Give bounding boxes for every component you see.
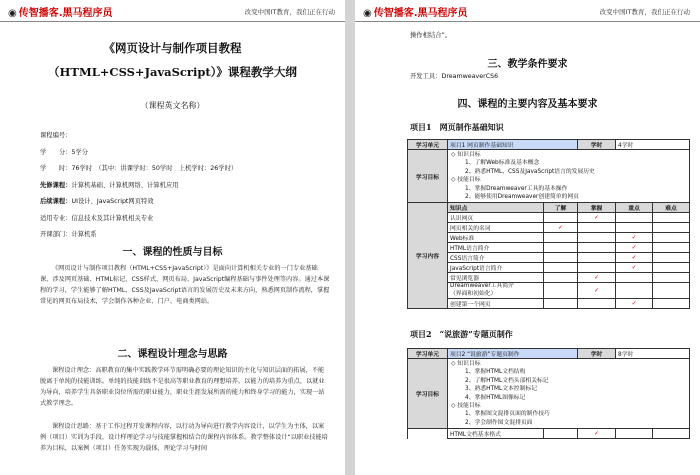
check-mark (544, 299, 578, 309)
knowledge-point: 网页相关的名词 (448, 223, 544, 233)
brand-logo (363, 4, 468, 19)
knowledge-point: HTML语言简介 (448, 243, 544, 253)
knowledge-point: CSS语言简介 (448, 253, 544, 263)
goal-item: 3、熟悉HTML文本控制标记 (465, 386, 537, 393)
check-mark (578, 233, 616, 243)
info-label: 适用专业： (40, 214, 72, 222)
header-slogan: 改变中国IT教育，我们正在行动 (244, 8, 335, 16)
section-2-text: 课程设计理念：高职教育的集中实践教学环节需明确必要的理论知识的主化与知识层面的拓展，不能脱离于单纯的技能训练。单纯的技能训练不是很高等职业教育的理想培养。以能力的培养为重点，以就业为导向，培养学生具备职业岗位所需的职业能力，职业生涯发展所需的能力和终身学习的能力，实现一站式教学理念。 (40, 367, 325, 407)
check-mark (653, 299, 690, 309)
document-title-line-2: （HTML+CSS+JavaScript）》课程教学大纲 (48, 65, 297, 79)
check-mark: ✓ (616, 263, 653, 273)
hours-value: 8学时 (616, 349, 690, 359)
learning-goals (448, 359, 690, 429)
logo-text: 传智播客.黑马程序员 (18, 8, 113, 19)
check-mark (653, 429, 690, 439)
goal-item: 1、掌握HTML文档结构 (465, 369, 526, 376)
check-mark (544, 273, 578, 283)
info-label: 学 时： (40, 165, 72, 172)
check-mark: ✓ (616, 243, 653, 253)
dev-tool-line (410, 72, 498, 81)
column-header: 掌握 (578, 203, 616, 213)
goal-item: 1、掌握Dreamweaver工具的基本操作 (465, 185, 568, 192)
check-mark (616, 213, 653, 223)
hours-label: 学时 (578, 349, 616, 359)
unit-value: 项目1 网页制作基础知识 (448, 140, 578, 150)
document-title-line-1: 《网页设计与制作项目教程 (103, 41, 242, 55)
check-mark (544, 243, 578, 253)
dev-tool-label: 开发工具： (410, 73, 442, 80)
check-mark (616, 273, 653, 283)
course-info-row (40, 214, 153, 223)
continued-text: 操作相结合”。 (410, 32, 452, 39)
logo-icon: ◉ (363, 8, 372, 19)
project-1-title: 项目1 网页制作基础知识 (410, 122, 504, 132)
check-mark (653, 213, 690, 223)
knowledge-point: HTML文档基本格式 (448, 429, 544, 439)
check-mark (544, 233, 578, 243)
check-mark (544, 429, 578, 439)
knowledge-point: 常见浏览器 (448, 273, 544, 283)
table-row (408, 263, 690, 273)
section-3-title: 三、教学条件要求 (487, 59, 568, 70)
page-header (355, 0, 700, 22)
brand-logo (8, 4, 113, 19)
goal-item: 4、掌握HTML图像标记 (465, 394, 526, 401)
check-mark (616, 283, 653, 299)
goal-item: 1、了解Web标准及基本概念 (465, 160, 540, 167)
course-info-row (40, 131, 71, 140)
project-2-table (407, 348, 690, 439)
check-mark: ✓ (578, 429, 616, 439)
table-row (408, 299, 690, 309)
check-mark (544, 213, 578, 223)
check-mark (578, 299, 616, 309)
check-mark (653, 283, 690, 299)
logo-text: 传智播客.黑马程序员 (373, 8, 468, 19)
info-value: 76学时 （其中：讲课学时：50学时 上机学时：26学时） (71, 165, 238, 172)
info-label: 先修课程： (40, 181, 72, 189)
course-info-row (40, 164, 237, 173)
table-row (408, 253, 690, 263)
column-header: 重点 (616, 203, 653, 213)
content-label: 学习内容 (408, 203, 448, 309)
section-4-title: 四、课程的主要内容及基本要求 (457, 99, 598, 110)
check-mark (653, 223, 690, 233)
info-label: 课程编号： (40, 132, 72, 139)
table-row (408, 273, 690, 283)
info-value: 5学分 (71, 148, 89, 156)
check-mark (544, 253, 578, 263)
table-row (408, 283, 690, 299)
check-mark: ✓ (578, 283, 616, 299)
course-info-row (40, 148, 88, 157)
info-value: 计算机基础、计算机网络、计算机应用 (71, 181, 179, 189)
table-row (408, 233, 690, 243)
course-info-row (40, 230, 97, 239)
unit-label: 学习单元 (408, 349, 448, 359)
header-slogan: 改变中国IT教育，我们正在行动 (599, 8, 690, 16)
check-mark (653, 253, 690, 263)
document-page-2 (355, 0, 700, 475)
table-row (408, 213, 690, 223)
check-mark (578, 243, 616, 253)
document-page-1 (0, 0, 345, 475)
goal-item: 1、掌握图文混排页面的制作技巧 (465, 411, 550, 418)
page-header (0, 0, 345, 22)
check-mark (578, 263, 616, 273)
column-header: 了解 (544, 203, 578, 213)
info-value: UI设计、JavaScript网页特效 (71, 198, 154, 205)
check-mark: ✓ (616, 253, 653, 263)
check-mark (653, 233, 690, 243)
check-mark (616, 223, 653, 233)
info-value: 计算机系 (71, 231, 97, 238)
project-2-title: 项目2 “说旅游”专题页制作 (410, 329, 513, 339)
goal-item: 2、熟悉HTML、CSS及JavaScript语言的发展历史 (465, 168, 595, 175)
knowledge-point: JavaScript语言简介 (448, 263, 544, 273)
column-header: 知识点 (448, 203, 544, 213)
info-label: 学 分： (40, 148, 72, 156)
section-1-title: 一、课程的性质与目标 (122, 247, 223, 258)
info-value: 信息技术及其计算机相关专业 (71, 214, 154, 222)
knowledge-point: Dreamweaver工具简介 （界面和初始化） (448, 283, 544, 299)
unit-value: 项目2 “说旅游”专题页制作 (448, 349, 578, 359)
check-mark (616, 429, 653, 439)
info-label: 后续课程： (40, 198, 72, 205)
section-2-text-2: 课程设计思路：基于工作过程开发课程内容，以行动为导向进行教学内容设计，以学生为主体，以案例（项目）实训为手段，设计样理论学习与技能掌握相结合的课程内容体系。教学整体设计“以职业技能培养为目标，以案例（项目）任务实现为载体，理论学习与时间 (40, 423, 328, 452)
course-info-row (40, 197, 154, 206)
dev-tool-value: DreamweaverCS6 (441, 73, 499, 80)
hours-value: 4学时 (616, 140, 690, 150)
goal-heading: ◇ 知识目标 (451, 361, 481, 367)
info-label: 开课部门： (40, 231, 72, 238)
section-1-text: 《网页设计与制作项目教程（HTML+CSS+JavaScript）》是面向计算机相关专业的一门专业基础课，涉及网页基础、HTML标记、CSS样式、网页布局、JavaScript编程基础与事件处理等内容。通过本课程的学习，学生能够了解HTML、CSS及JavaScript语言的发展历史及未来方向，熟悉网页制作流程，掌握常见的网页布局技术，学会制作各种企业、门户、电商类网站。 (40, 265, 330, 305)
check-mark (653, 273, 690, 283)
check-mark (578, 223, 616, 233)
unit-label: 学习单元 (408, 140, 448, 150)
course-info-row (40, 181, 179, 190)
goal-label: 学习目标 (408, 359, 448, 429)
check-mark (578, 253, 616, 263)
logo-icon: ◉ (8, 8, 17, 19)
content-label-cell (408, 429, 448, 439)
section-2-title: 二、课程设计理念与思路 (117, 349, 228, 360)
goal-item: 2、学会制作图文混排页面 (465, 419, 533, 426)
knowledge-point: 认识网页 (448, 213, 544, 223)
table-row (408, 223, 690, 233)
project-1-table (407, 139, 690, 309)
check-mark (544, 283, 578, 299)
check-mark: ✓ (544, 223, 578, 233)
column-header: 难点 (653, 203, 690, 213)
goal-item: 2、能够使用Dreamweaver创建简单的网页 (465, 194, 579, 201)
english-course-name: （课程英文名称） (140, 101, 205, 110)
hours-label: 学时 (578, 140, 616, 150)
table-row (408, 243, 690, 253)
goal-label: 学习目标 (408, 150, 448, 203)
check-mark: ✓ (616, 233, 653, 243)
knowledge-point: Web标准 (448, 233, 544, 243)
check-mark (653, 263, 690, 273)
goal-item: 2、了解HTML文档头部相关标记 (465, 377, 549, 384)
check-mark: ✓ (616, 299, 653, 309)
check-mark (544, 263, 578, 273)
knowledge-point: 创建第一个网页 (448, 299, 544, 309)
goal-heading: ◇ 技能目标 (451, 403, 481, 410)
learning-goals (448, 150, 690, 203)
check-mark: ✓ (578, 213, 616, 223)
goal-heading: ◇ 知识目标 (451, 152, 481, 158)
check-mark (653, 243, 690, 253)
check-mark: ✓ (578, 273, 616, 283)
goal-heading: ◇ 技能目标 (451, 177, 481, 184)
